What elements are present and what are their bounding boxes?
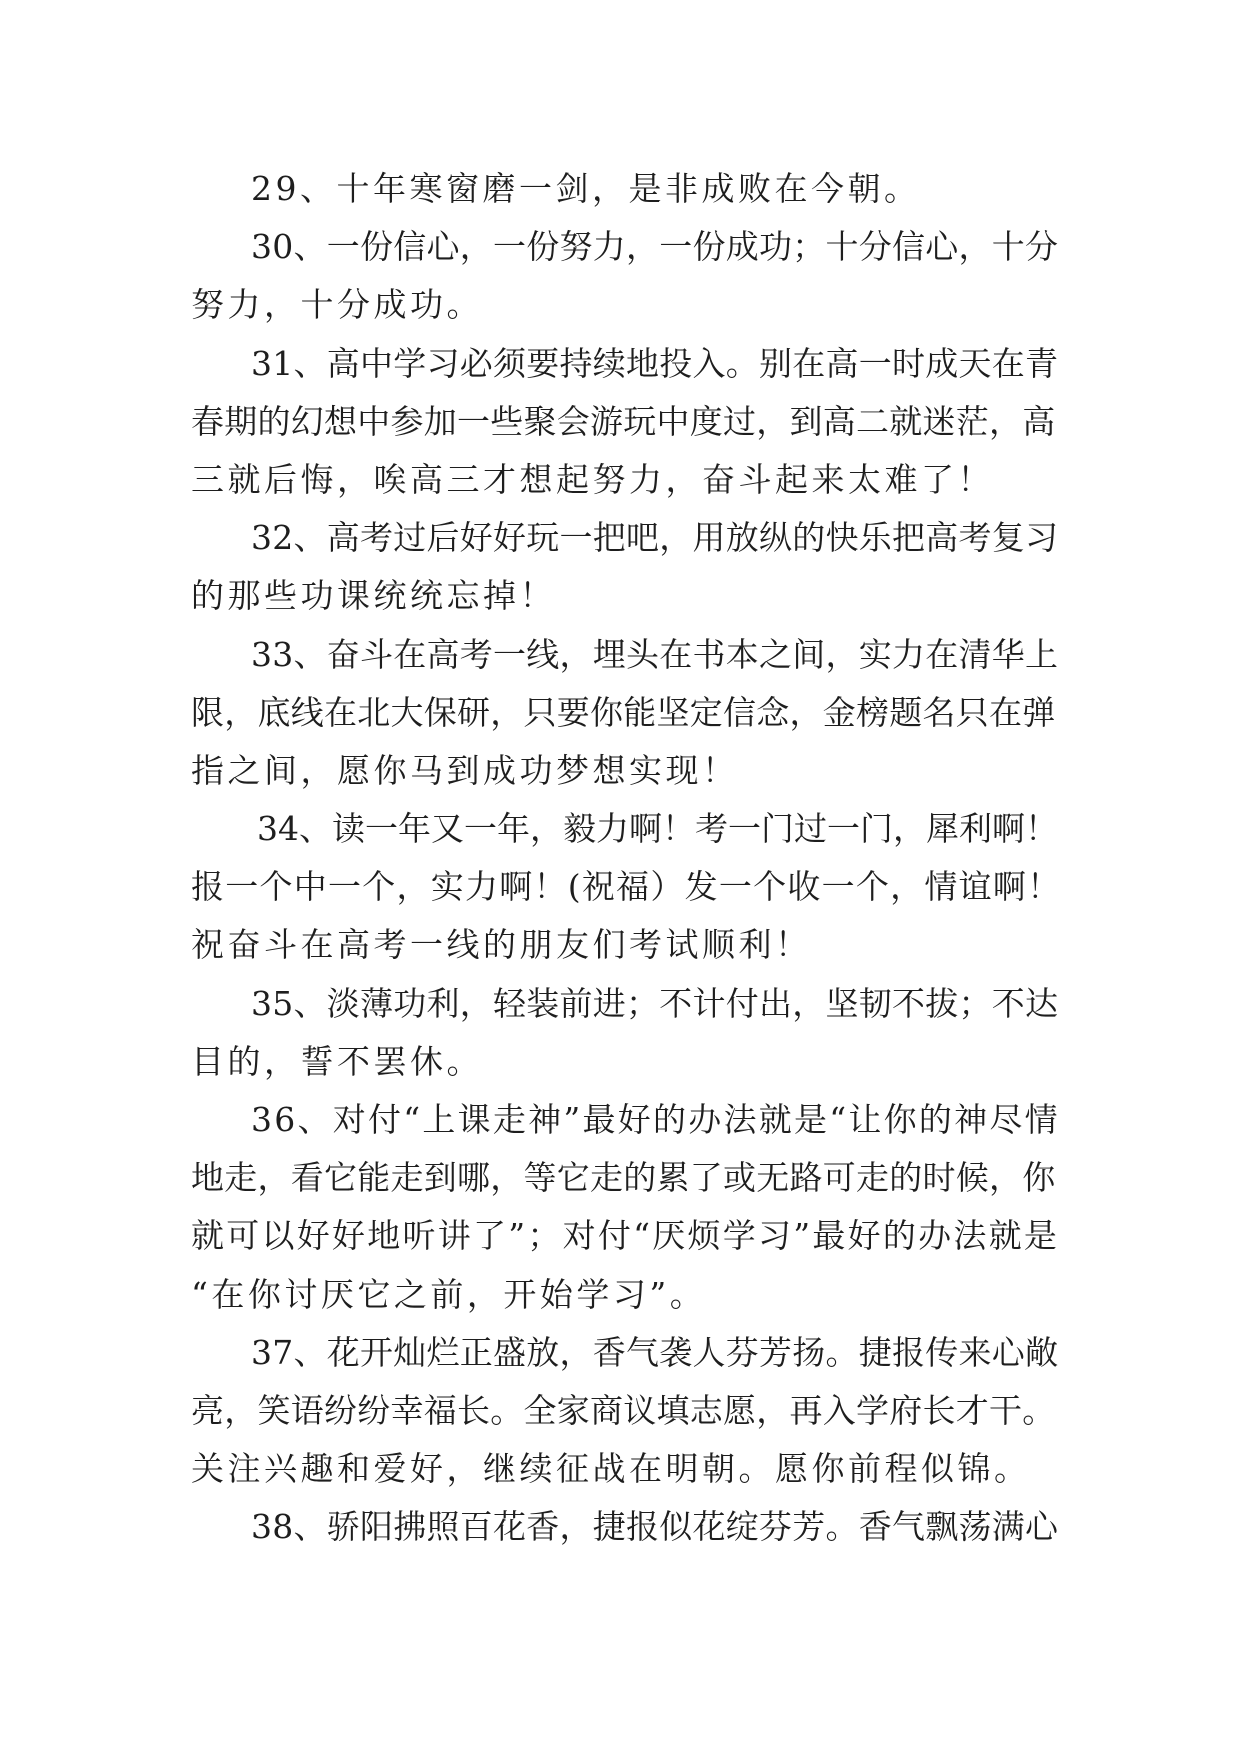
text-line-5: 春期的幻想中参加一些聚会游玩中度过，到高二就迷茫，高 (191, 401, 1056, 441)
text-line-4: 31、高中学习必须要持续地投入。别在高一时成天在青 (251, 343, 1059, 383)
text-line-22: 亮，笑语纷纷幸福长。全家商议填志愿，再入学府长才干。 (191, 1390, 1056, 1430)
text-line-13: 报一个中一个，实力啊！(祝福）发一个收一个，情谊啊！ (191, 867, 1062, 907)
text-line-3: 努力，十分成功。 (191, 285, 483, 325)
text-line-20: “在你讨厌它之前，开始学习”。 (191, 1274, 707, 1314)
text-line-18: 地走，看它能走到哪，等它走的累了或无路可走的时候，你 (191, 1158, 1056, 1198)
text-line-17: 36、对付“上课走神”最好的办法就是“让你的神尽情 (251, 1100, 1060, 1139)
text-line-9: 33、奋斗在高考一线，埋头在书本之间，实力在清华上 (251, 634, 1059, 674)
text-line-12: 34、读一年又一年，毅力啊！考一门过一门，犀利啊！ (257, 809, 1058, 849)
text-line-2: 30、一份信心，一份努力，一份成功；十分信心，十分 (251, 227, 1059, 267)
text-line-6: 三就后悔，唉高三才想起努力，奋斗起来太难了！ (191, 459, 994, 499)
text-line-10: 限，底线在北大保研，只要你能坚定信念，金榜题名只在弹 (191, 692, 1056, 732)
text-line-1: 29、十年寒窗磨一剑，是非成败在今朝。 (251, 169, 921, 208)
document-body (191, 160, 1061, 1557)
text-line-21: 37、花开灿烂正盛放，香气袭人芬芳扬。捷报传来心敞 (251, 1332, 1059, 1372)
text-line-7: 32、高考过后好好玩一把吧，用放纵的快乐把高考复习 (251, 518, 1059, 558)
text-line-14: 祝奋斗在高考一线的朋友们考试顺利！ (191, 925, 812, 965)
text-line-15: 35、淡薄功利，轻装前进；不计付出，坚韧不拔；不达 (251, 983, 1059, 1023)
text-line-11: 指之间，愿你马到成功梦想实现！ (191, 750, 739, 790)
text-line-8: 的那些功课统统忘掉！ (191, 576, 556, 616)
text-line-23: 关注兴趣和爱好，继续征战在明朝。愿你前程似锦。 (191, 1449, 1031, 1489)
text-line-16: 目的，誓不罢休。 (191, 1041, 483, 1081)
text-line-19: 就可以好好地听讲了”；对付“厌烦学习”最好的办法就是 (191, 1216, 1060, 1256)
text-line-24: 38、骄阳拂照百花香，捷报似花绽芬芳。香气飘荡满心 (251, 1507, 1059, 1547)
